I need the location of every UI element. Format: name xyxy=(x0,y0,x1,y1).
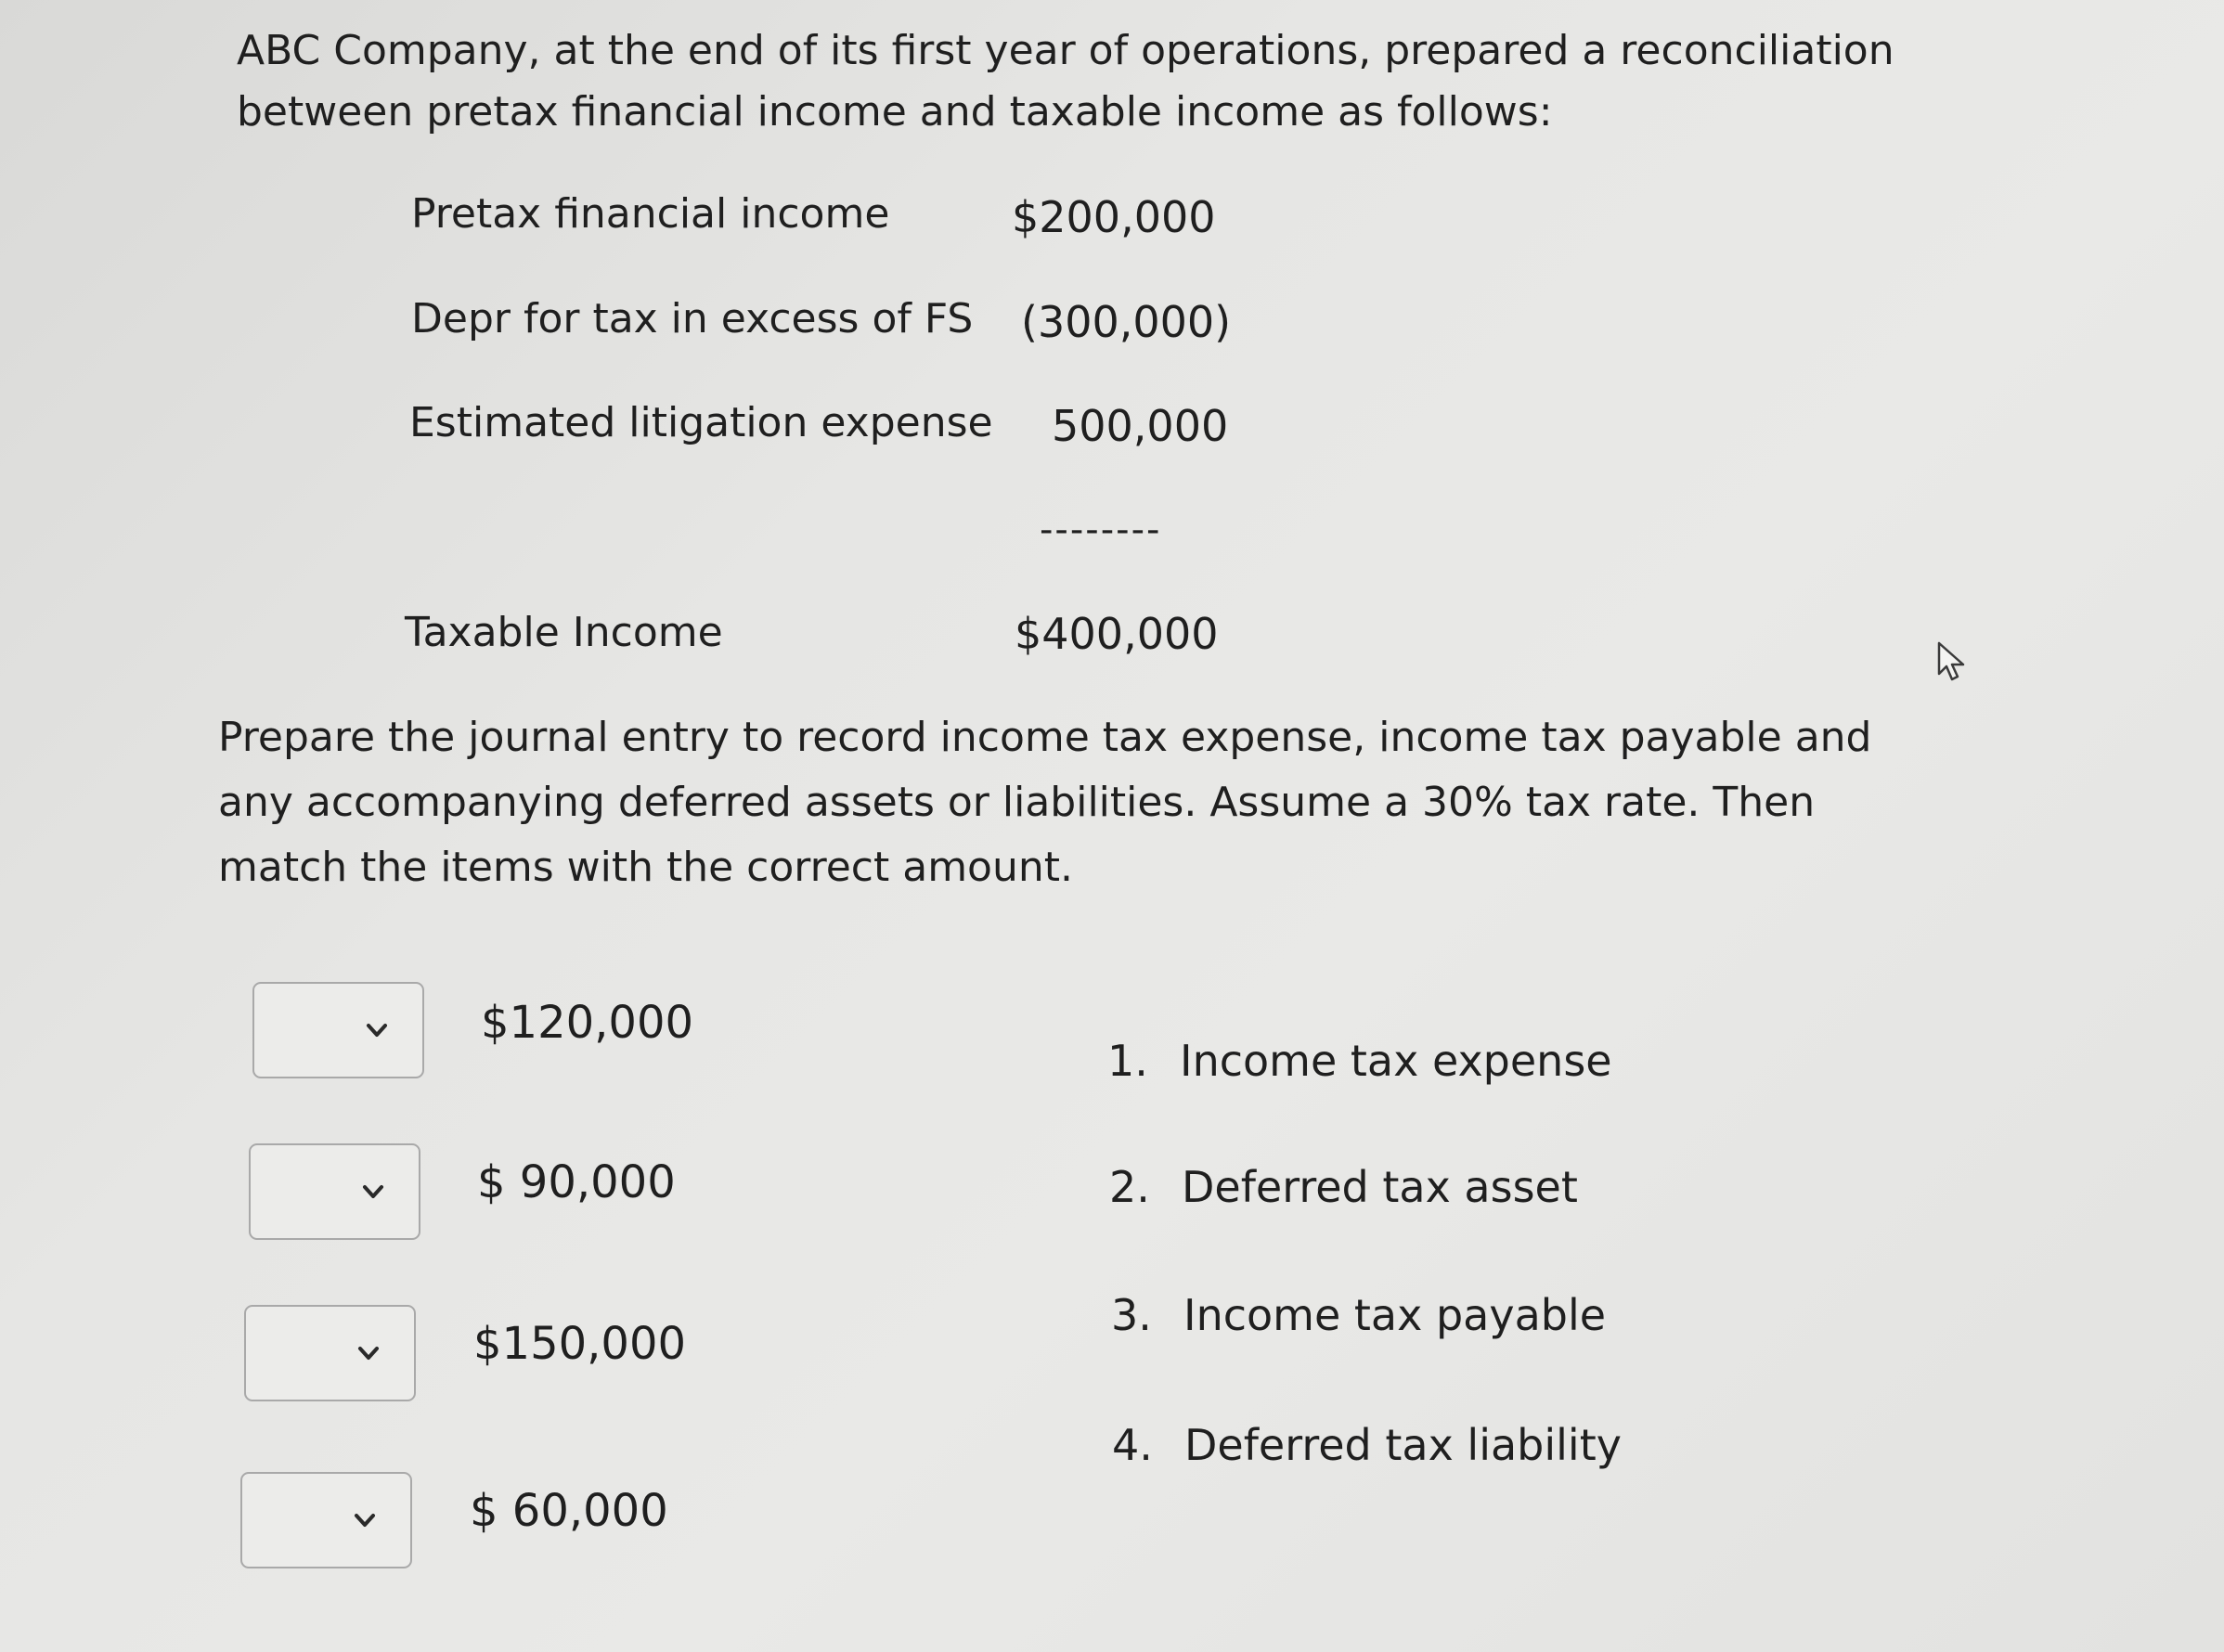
amount-label-1: $120,000 xyxy=(481,997,694,1049)
row-value-litigation: 500,000 xyxy=(1052,401,1229,451)
choice-number: 3. xyxy=(1111,1290,1152,1340)
chevron-down-icon xyxy=(360,1179,386,1205)
mouse-pointer-icon xyxy=(1936,640,1970,685)
choice-deferred-tax-asset xyxy=(1109,1162,1578,1212)
row-value-depreciation: (300,000) xyxy=(1021,297,1232,347)
choice-label: Deferred tax liability xyxy=(1184,1420,1622,1470)
choice-label: Deferred tax asset xyxy=(1182,1162,1578,1212)
amount-label-3: $150,000 xyxy=(473,1318,687,1370)
row-value-pretax: $200,000 xyxy=(1012,192,1216,242)
chevron-down-icon xyxy=(352,1507,378,1533)
choice-number: 2. xyxy=(1109,1162,1150,1212)
match-dropdown-4[interactable] xyxy=(240,1472,412,1568)
row-label-depreciation: Depr for tax in excess of FS xyxy=(411,295,974,342)
amount-label-2: $ 90,000 xyxy=(477,1156,676,1208)
chevron-down-icon xyxy=(356,1340,381,1366)
choice-label: Income tax expense xyxy=(1180,1036,1612,1086)
choice-income-tax-expense xyxy=(1107,1036,1612,1086)
match-dropdown-1[interactable] xyxy=(252,982,424,1078)
match-dropdown-3[interactable] xyxy=(244,1305,416,1401)
choice-number: 1. xyxy=(1107,1036,1148,1086)
row-label-pretax: Pretax financial income xyxy=(411,190,890,238)
question-text: Prepare the journal entry to record income tax expense, income tax payable and any accompanying deferred assets or liabilities. Assume a 30% tax rate. Then match the items with the correct amount. xyxy=(218,714,1872,891)
intro-text: ABC Company, at the end of its first year of operations, prepared a reconciliation between pretax financial income and taxable income as follows: xyxy=(237,27,1894,136)
choice-income-tax-payable xyxy=(1111,1290,1606,1340)
chevron-down-icon xyxy=(364,1017,390,1043)
row-value-taxable-income: $400,000 xyxy=(1015,609,1219,659)
amount-label-4: $ 60,000 xyxy=(470,1485,668,1537)
choice-deferred-tax-liability xyxy=(1112,1420,1622,1470)
choice-number: 4. xyxy=(1112,1420,1153,1470)
row-label-litigation: Estimated litigation expense xyxy=(409,399,993,446)
row-label-taxable-income: Taxable Income xyxy=(405,609,723,656)
choice-label: Income tax payable xyxy=(1183,1290,1607,1340)
total-separator: -------- xyxy=(1040,509,1162,551)
match-dropdown-2[interactable] xyxy=(249,1143,420,1240)
